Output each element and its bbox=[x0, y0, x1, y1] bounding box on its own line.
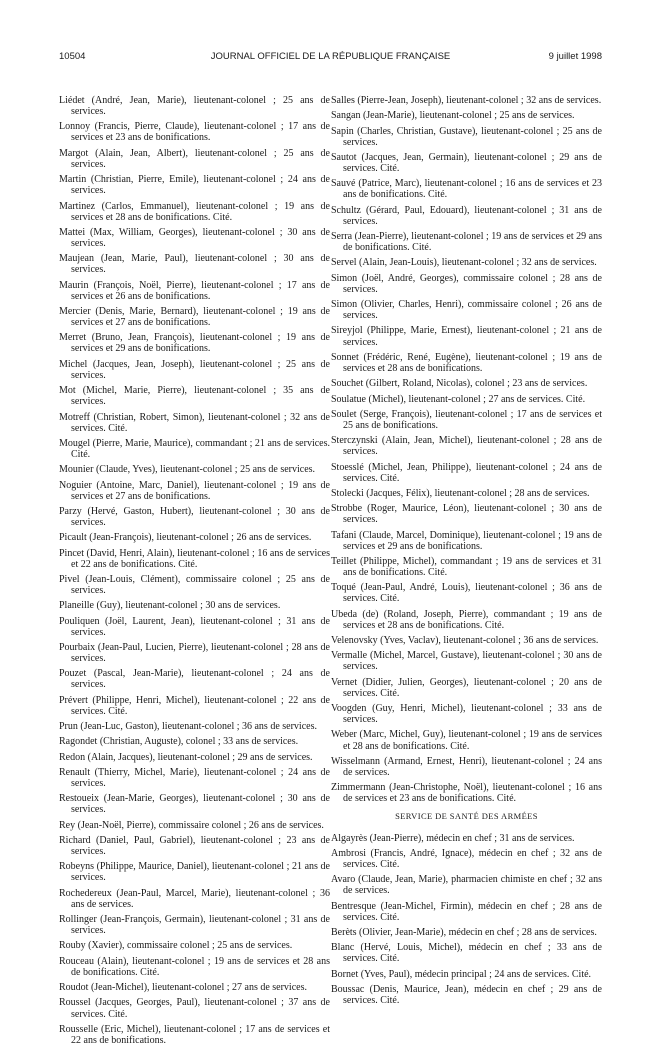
list-item: Simon (Olivier, Charles, Henri), commissaire colonel ; 26 ans de services. bbox=[331, 299, 602, 322]
list-item: Soulatue (Michel), lieutenant-colonel ; 27 ans de services. Cité. bbox=[331, 393, 586, 405]
list-item: Restoueix (Jean-Marie, Georges), lieutenant-colonel ; 30 ans de services. bbox=[59, 793, 330, 816]
list-item: Prun (Jean-Luc, Gaston), lieutenant-colonel ; 36 ans de services. bbox=[59, 721, 317, 733]
list-item: Mounier (Claude, Yves), lieutenant-colonel ; 25 ans de services. bbox=[59, 464, 316, 476]
list-item: Voogden (Guy, Henri, Michel), lieutenant-colonel ; 33 ans de services. bbox=[331, 703, 602, 726]
list-item: Rochedereux (Jean-Paul, Marcel, Marie), lieutenant-colonel ; 36 ans de services. bbox=[59, 887, 330, 910]
list-item: Margot (Alain, Jean, Albert), lieutenant-colonel ; 25 ans de services. bbox=[59, 147, 330, 170]
list-item: Sautot (Jacques, Jean, Germain), lieutenant-colonel ; 29 ans de services. Cité. bbox=[331, 151, 602, 175]
list-item: Renault (Thierry, Michel, Marie), lieutenant-colonel ; 24 ans de services. bbox=[59, 766, 330, 790]
list-item: Redon (Alain, Jacques), lieutenant-colonel ; 29 ans de services. bbox=[59, 751, 313, 763]
list-item: Sauvé (Patrice, Marc), lieutenant-colonel ; 16 ans de services et 23 ans de bonifications. Cité. bbox=[331, 178, 602, 201]
list-item: Prévert (Philippe, Henri, Michel), lieutenant-colonel ; 22 ans de services. Cité. bbox=[59, 694, 330, 717]
list-item: Maujean (Jean, Marie, Paul), lieutenant-colonel ; 30 ans de services. bbox=[59, 253, 330, 276]
list-item: Souchet (Gilbert, Roland, Nicolas), colonel ; 23 ans de services. bbox=[331, 378, 588, 390]
list-item: Berèts (Olivier, Jean-Marie), médecin en chef ; 28 ans de services. bbox=[331, 926, 597, 938]
list-item: Sireyjol (Philippe, Marie, Ernest), lieutenant-colonel ; 21 ans de services. bbox=[331, 325, 602, 348]
list-item: Sapin (Charles, Christian, Gustave), lieutenant-colonel ; 25 ans de services. bbox=[331, 125, 602, 148]
list-item: Maurin (François, Noël, Pierre), lieutenant-colonel ; 17 ans de services et 26 ans de bonifications. bbox=[59, 279, 330, 302]
list-item: Michel (Jacques, Jean, Joseph), lieutenant-colonel ; 25 ans de services. bbox=[59, 358, 330, 381]
list-item: Soulet (Serge, François), lieutenant-colonel ; 17 ans de services et 25 ans de bonifications. bbox=[331, 408, 602, 431]
left-column bbox=[59, 95, 330, 1050]
list-item: Vernet (Didier, Julien, Georges), lieutenant-colonel ; 20 ans de services. Cité. bbox=[331, 676, 602, 699]
list-item: Ambrosi (Francis, André, Ignace), médecin en chef ; 32 ans de services. Cité. bbox=[331, 847, 602, 870]
page-number: 10504 bbox=[59, 51, 86, 62]
list-item: Rouceau (Alain), lieutenant-colonel ; 19 ans de services et 28 ans de bonifications. Cité. bbox=[59, 955, 330, 978]
list-item: Pivel (Jean-Louis, Clément), commissaire colonel ; 25 ans de services. bbox=[59, 573, 330, 597]
list-item: Blanc (Hervé, Louis, Michel), médecin en chef ; 33 ans de services. Cité. bbox=[331, 942, 602, 965]
list-item: Mattei (Max, William, Georges), lieutenant-colonel ; 30 ans de services. bbox=[59, 226, 330, 249]
list-item: Rollinger (Jean-François, Germain), lieutenant-colonel ; 31 ans de services. bbox=[59, 914, 330, 937]
list-item: Boussac (Denis, Maurice, Jean), médecin en chef ; 29 ans de services. Cité. bbox=[331, 983, 602, 1006]
list-item: Planeille (Guy), lieutenant-colonel ; 30 ans de services. bbox=[59, 600, 281, 612]
list-item: Serra (Jean-Pierre), lieutenant-colonel ; 19 ans de services et 29 ans de bonifications. Cité. bbox=[331, 231, 602, 254]
right-column-entries bbox=[331, 95, 602, 804]
list-item: Rousselle (Eric, Michel), lieutenant-colonel ; 17 ans de services et 22 ans de bonifications. bbox=[59, 1023, 330, 1046]
list-item: Pincet (David, Henri, Alain), lieutenant-colonel ; 16 ans de services et 22 ans de bonifications. Cité. bbox=[59, 547, 330, 570]
list-item: Sangan (Jean-Marie), lieutenant-colonel ; 25 ans de services. bbox=[331, 110, 575, 122]
list-item: Teillet (Philippe, Michel), commandant ; 19 ans de services et 31 ans de bonifications. Cité. bbox=[331, 555, 602, 579]
list-item: Liédet (André, Jean, Marie), lieutenant-colonel ; 25 ans de services. bbox=[59, 95, 330, 118]
list-item: Servel (Alain, Jean-Louis), lieutenant-colonel ; 32 ans de services. bbox=[331, 257, 597, 269]
page-header bbox=[59, 51, 602, 65]
list-item: Salles (Pierre-Jean, Joseph), lieutenant-colonel ; 32 ans de services. bbox=[331, 95, 602, 106]
list-item: Noguier (Antoine, Marc, Daniel), lieutenant-colonel ; 19 ans de services et 27 ans de bonifications. bbox=[59, 479, 330, 502]
list-item: Weber (Marc, Michel, Guy), lieutenant-colonel ; 19 ans de services et 28 ans de bonifications. Cité. bbox=[331, 729, 602, 752]
list-item: Roussel (Jacques, Georges, Paul), lieutenant-colonel ; 37 ans de services. Cité. bbox=[59, 997, 330, 1020]
list-item: Pouzet (Pascal, Jean-Marie), lieutenant-colonel ; 24 ans de services. bbox=[59, 668, 330, 691]
journal-title: JOURNAL OFFICIEL DE LA RÉPUBLIQUE FRANÇAISE bbox=[210, 51, 451, 62]
list-item: Parzy (Hervé, Gaston, Hubert), lieutenant-colonel ; 30 ans de services. bbox=[59, 505, 330, 528]
list-item: Richard (Daniel, Paul, Gabriel), lieutenant-colonel ; 23 ans de services. bbox=[59, 834, 330, 858]
list-item: Toqué (Jean-Paul, André, Louis), lieutenant-colonel ; 36 ans de services. Cité. bbox=[331, 582, 602, 605]
list-item: Stoesslé (Michel, Jean, Philippe), lieutenant-colonel ; 24 ans de services. Cité. bbox=[331, 461, 602, 484]
list-item: Lonnoy (Francis, Pierre, Claude), lieutenant-colonel ; 17 ans de services et 23 ans de bonifications. bbox=[59, 121, 330, 144]
list-item: Martinez (Carlos, Emmanuel), lieutenant-colonel ; 19 ans de services et 28 ans de bonifications. Cité. bbox=[59, 200, 330, 223]
list-item: Zimmermann (Jean-Christophe, Noël), lieutenant-colonel ; 16 ans de services et 23 ans de bonifications. Cité. bbox=[331, 782, 602, 805]
list-item: Sterczynski (Alain, Jean, Michel), lieutenant-colonel ; 28 ans de services. bbox=[331, 435, 602, 458]
list-item: Vermalle (Michel, Marcel, Gustave), lieutenant-colonel ; 30 ans de services. bbox=[331, 650, 602, 673]
list-item: Algayrès (Jean-Pierre), médecin en chef ; 31 ans de services. bbox=[331, 832, 575, 844]
list-item: Picault (Jean-François), lieutenant-colonel ; 26 ans de services. bbox=[59, 532, 312, 544]
section-title: SERVICE DE SANTÉ DES ARMÉES bbox=[395, 811, 538, 822]
list-item: Velenovsky (Yves, Vaclav), lieutenant-colonel ; 36 ans de services. bbox=[331, 635, 599, 647]
list-item: Ubeda (de) (Roland, Joseph, Pierre), commandant ; 19 ans de services et 28 ans de bonifications. Cité. bbox=[331, 608, 602, 631]
section-entries bbox=[331, 833, 602, 1007]
list-item: Mot (Michel, Marie, Pierre), lieutenant-colonel ; 35 ans de services. bbox=[59, 385, 330, 408]
list-item: Rouby (Xavier), commissaire colonel ; 25 ans de services. bbox=[59, 940, 293, 952]
list-item: Martin (Christian, Pierre, Emile), lieutenant-colonel ; 24 ans de services. bbox=[59, 174, 330, 197]
issue-date: 9 juillet 1998 bbox=[548, 51, 602, 62]
list-item: Pouliquen (Joël, Laurent, Jean), lieutenant-colonel ; 31 ans de services. bbox=[59, 615, 330, 638]
list-item: Strobbe (Roger, Maurice, Léon), lieutenant-colonel ; 30 ans de services. bbox=[331, 503, 602, 526]
list-item: Mercier (Denis, Marie, Bernard), lieutenant-colonel ; 19 ans de services et 27 ans de bonifications. bbox=[59, 306, 330, 329]
list-item: Tafani (Claude, Marcel, Dominique), lieutenant-colonel ; 19 ans de services et 29 ans de bonifications. bbox=[331, 529, 602, 552]
list-item: Rey (Jean-Noël, Pierre), commissaire colonel ; 26 ans de services. bbox=[59, 819, 324, 831]
right-column bbox=[331, 95, 602, 1010]
list-item: Simon (Joël, André, Georges), commissaire colonel ; 28 ans de services. bbox=[331, 272, 602, 295]
list-item: Robeyns (Philippe, Maurice, Daniel), lieutenant-colonel ; 21 ans de services. bbox=[59, 861, 330, 884]
list-item: Bornet (Yves, Paul), médecin principal ; 24 ans de services. Cité. bbox=[331, 968, 592, 980]
list-item: Wisselmann (Armand, Ernest, Henri), lieutenant-colonel ; 24 ans de services. bbox=[331, 755, 602, 778]
list-item: Stolecki (Jacques, Félix), lieutenant-colonel ; 28 ans de services. bbox=[331, 487, 590, 499]
list-item: Mougel (Pierre, Marie, Maurice), commandant ; 21 ans de services. Cité. bbox=[59, 437, 330, 460]
list-item: Motreff (Christian, Robert, Simon), lieutenant-colonel ; 32 ans de services. Cité. bbox=[59, 411, 330, 434]
list-item: Pourbaix (Jean-Paul, Lucien, Pierre), lieutenant-colonel ; 28 ans de services. bbox=[59, 641, 330, 665]
list-item: Avaro (Claude, Jean, Marie), pharmacien chimiste en chef ; 32 ans de services. bbox=[331, 874, 602, 897]
list-item: Schultz (Gérard, Paul, Edouard), lieutenant-colonel ; 31 ans de services. bbox=[331, 204, 602, 227]
list-item: Sonnet (Frédéric, René, Eugène), lieutenant-colonel ; 19 ans de services et 28 ans de bonifications. bbox=[331, 351, 602, 374]
list-item: Bentresque (Jean-Michel, Firmin), médecin en chef ; 28 ans de services. Cité. bbox=[331, 900, 602, 923]
list-item: Roudot (Jean-Michel), lieutenant-colonel ; 27 ans de services. bbox=[59, 982, 307, 994]
list-item: Ragondet (Christian, Auguste), colonel ; 33 ans de services. bbox=[59, 736, 299, 748]
list-item: Merret (Bruno, Jean, François), lieutenant-colonel ; 19 ans de services et 29 ans de bonifications. bbox=[59, 332, 330, 355]
